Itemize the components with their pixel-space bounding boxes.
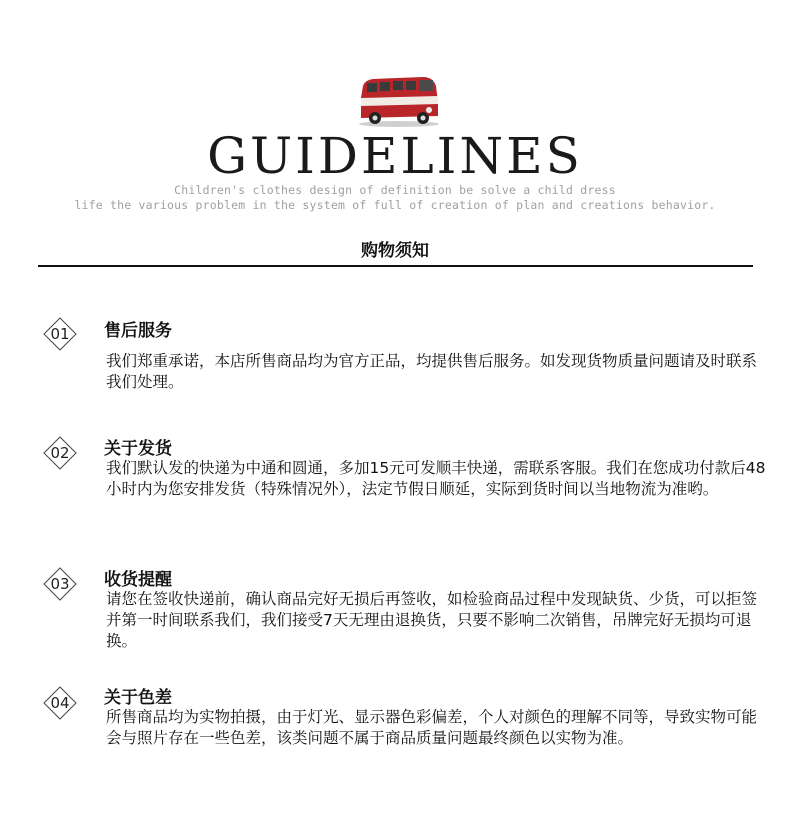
number-badge	[42, 316, 78, 352]
item-body: 我们默认发的快递为中通和圆通，多加15元可发顺丰快递，需联系客服。我们在您成功付款后48小时内为您安排发货（特殊情况外），法定节假日顺延，实际到货时间以当地物流为准哟。	[106, 459, 766, 498]
number-badge	[42, 435, 78, 471]
item-number: 03	[50, 575, 70, 593]
item-number: 01	[50, 325, 70, 343]
item-body: 我们郑重承诺，本店所售商品均为官方正品，均提供售后服务。如发现货物质量问题请及时联系我们处理。	[106, 352, 758, 391]
number-badge	[42, 685, 78, 721]
section-title: 购物须知	[361, 241, 429, 261]
number-badge	[42, 566, 78, 602]
divider	[38, 265, 753, 267]
item-body: 请您在签收快递前，确认商品完好无损后再签收，如检验商品过程中发现缺货、少货，可以拒签并第一时间联系我们，我们接受7天无理由退换货，只要不影响二次销售，吊牌完好无损均可退换。	[106, 590, 758, 650]
item-title: 关于色差	[104, 688, 172, 708]
vintage-bus-icon	[353, 72, 443, 128]
item-title: 关于发货	[104, 439, 172, 459]
item-title: 售后服务	[104, 321, 172, 341]
subtitle-line-2: life the various problem in the system of full of creation of plan and creations behavior.	[74, 198, 716, 212]
item-number: 04	[50, 694, 70, 712]
item-body: 所售商品均为实物拍摄，由于灯光、显示器色彩偏差，个人对颜色的理解不同等，导致实物可能会与照片存在一些色差，该类问题不属于商品质量问题最终颜色以实物为准。	[106, 708, 758, 747]
item-number: 02	[50, 444, 70, 462]
item-title: 收货提醒	[104, 570, 172, 590]
subtitle-line-1: Children's clothes design of definition be solve a child dress	[174, 183, 616, 197]
guidelines-heading: GUIDELINES	[207, 127, 583, 185]
